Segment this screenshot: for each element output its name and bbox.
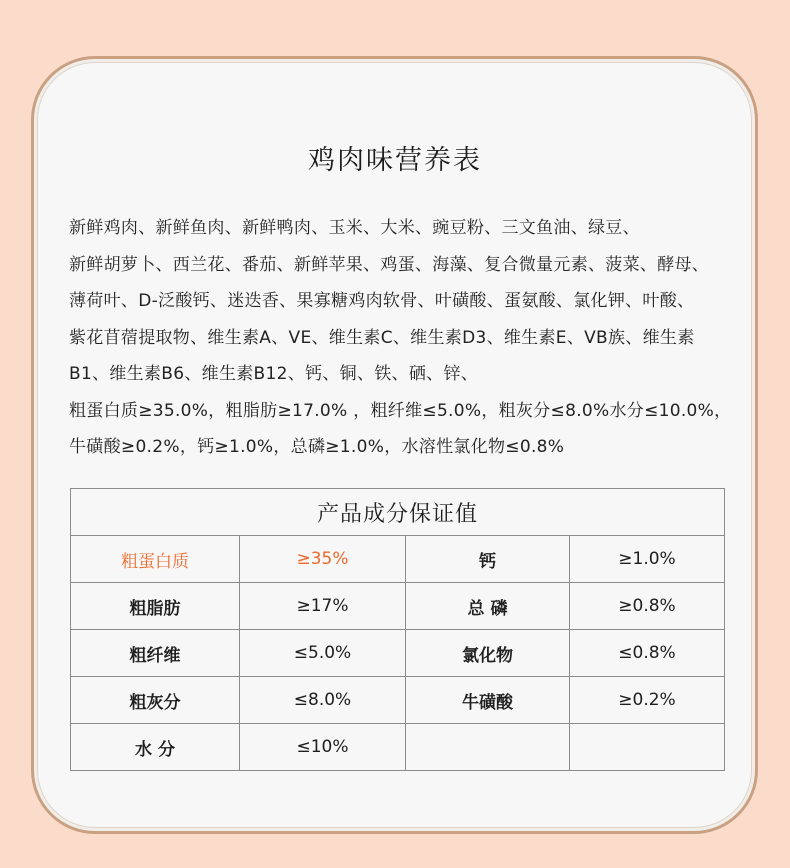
- nutrient-name: 粗蛋白质: [71, 536, 240, 583]
- ingredients-line: 粗蛋白质≥35.0%，粗脂肪≥17.0% ，粗纤维≤5.0%，粗灰分≤8.0%水分≤10.0%，: [69, 400, 732, 421]
- ingredients-text: [69, 210, 732, 466]
- table-header: 产品成分保证值: [71, 489, 725, 536]
- nutrient-value: ≥0.2%: [570, 677, 725, 724]
- nutrient-name: 钙: [406, 536, 570, 583]
- nutrient-name: 牛磺酸: [406, 677, 570, 724]
- table-row: [71, 536, 725, 583]
- table-row: [71, 583, 725, 630]
- nutrient-name: 氯化物: [406, 630, 570, 677]
- ingredients-line: B1、维生素B6、维生素B12、钙、铜、铁、硒、锌、: [69, 364, 479, 384]
- nutrient-value: ≤10%: [240, 724, 406, 771]
- table-row: [71, 630, 725, 677]
- ingredients-line: 薄荷叶、D-泛酸钙、迷迭香、果寡糖鸡肉软骨、叶磺酸、蛋氨酸、氯化钾、叶酸、: [69, 291, 695, 311]
- nutrient-value: ≤0.8%: [570, 630, 725, 677]
- nutrient-value: ≤5.0%: [240, 630, 406, 677]
- page-title: 鸡肉味营养表: [308, 145, 482, 176]
- ingredients-line: 新鲜鸡肉、新鲜鱼肉、新鲜鸭肉、玉米、大米、豌豆粉、三文鱼油、绿豆、: [69, 218, 640, 238]
- nutrient-name: 粗纤维: [71, 630, 240, 677]
- nutrient-value: ≥35%: [240, 536, 406, 583]
- nutrient-value: ≤8.0%: [240, 677, 406, 724]
- nutrient-name: 总 磷: [406, 583, 570, 630]
- empty-cell: [570, 724, 725, 771]
- nutrient-name: 粗灰分: [71, 677, 240, 724]
- ingredients-line: 牛磺酸≥0.2%，钙≥1.0%，总磷≥1.0%，水溶性氯化物≤0.8%: [69, 437, 565, 457]
- empty-cell: [406, 724, 570, 771]
- nutrient-value: ≥0.8%: [570, 583, 725, 630]
- table-header-row: [71, 489, 725, 536]
- nutrient-value: ≥17%: [240, 583, 406, 630]
- nutrient-value: ≥1.0%: [570, 536, 725, 583]
- guarantee-table: [70, 488, 725, 771]
- table-row: [71, 724, 725, 771]
- nutrient-name: 粗脂肪: [71, 583, 240, 630]
- nutrient-name: 水 分: [71, 724, 240, 771]
- table-row: [71, 677, 725, 724]
- ingredients-line: 新鲜胡萝卜、西兰花、番茄、新鲜苹果、鸡蛋、海藻、复合微量元素、菠菜、酵母、: [69, 254, 710, 275]
- ingredients-line: 紫花苜蓿提取物、维生素A、VE、维生素C、维生素D3、维生素E、VB族、维生素: [69, 327, 695, 348]
